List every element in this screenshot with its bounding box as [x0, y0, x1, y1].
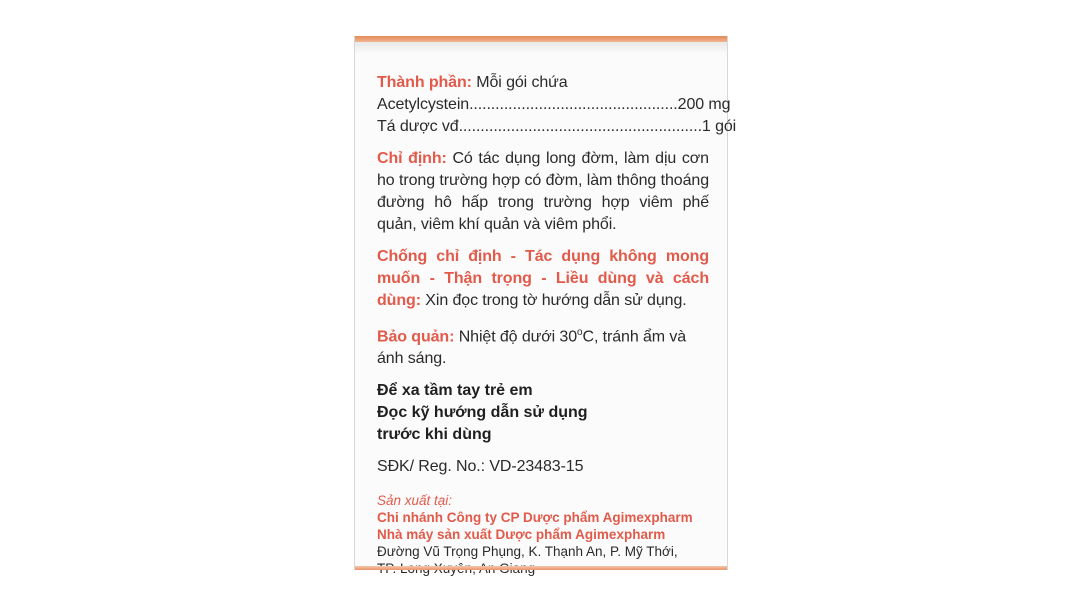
- storage-paragraph: [377, 322, 709, 370]
- ingredient-amount: 200 mg: [677, 96, 731, 113]
- indication-section: [377, 148, 709, 236]
- ingredient-dots: ................................................: [469, 96, 678, 113]
- warnings-section: [377, 380, 709, 446]
- warning-line: trước khi dùng: [377, 426, 492, 444]
- ingredient-row: [377, 94, 731, 116]
- contraindication-label: Chống chỉ định - Tác dụng không mong muốn - Thận trọng - Liều dùng và cách dùng:: [377, 248, 709, 309]
- registration-section: [377, 456, 709, 478]
- manufacturer-line-1: Chi nhánh Công ty CP Dược phẩm Agimexpharm: [377, 510, 693, 526]
- bottom-color-band: [355, 566, 727, 570]
- ingredient-dots: ........................................................: [458, 118, 702, 135]
- composition-section: [377, 72, 737, 138]
- warning-line: Để xa tầm tay trẻ em: [377, 382, 533, 400]
- contraindication-paragraph: [377, 246, 709, 312]
- ingredient-name: Acetylcystein: [377, 96, 470, 113]
- storage-text-after: C, tránh ẩm và ánh sáng.: [377, 328, 687, 368]
- manufacturer-label: Sản xuất tại:: [377, 493, 453, 509]
- contraindication-text: Xin đọc trong tờ hướng dẫn sử dụng.: [425, 292, 687, 309]
- ingredient-name: Tá dược vđ: [377, 118, 459, 135]
- storage-text-before: Nhiệt độ dưới 30: [458, 328, 578, 346]
- indication-label: Chỉ định:: [377, 150, 447, 167]
- manufacturer-section: [377, 492, 709, 577]
- storage-label: Bảo quản:: [377, 328, 455, 346]
- composition-label: Thành phần:: [377, 74, 472, 91]
- composition-heading: [377, 72, 709, 94]
- storage-section: [377, 322, 709, 370]
- label-content: [377, 72, 737, 577]
- manufacturer-line-2: Nhà máy sản xuất Dược phẩm Agimexpharm: [377, 527, 666, 543]
- manufacturer-address-1: Đường Vũ Trọng Phụng, K. Thạnh An, P. Mỹ Thới,: [377, 544, 678, 560]
- product-box-side: [354, 36, 737, 570]
- warning-line: Đọc kỹ hướng dẫn sử dụng: [377, 404, 588, 422]
- registration-number: SĐK/ Reg. No.: VD-23483-15: [377, 458, 584, 476]
- ingredient-row: [377, 116, 737, 138]
- top-shadow: [355, 42, 727, 54]
- composition-intro: Mỗi gói chứa: [476, 74, 568, 91]
- contraindication-section: [377, 246, 709, 312]
- ingredient-amount: 1 gói: [701, 118, 737, 135]
- indication-text: Có tác dụng long đờm, làm dịu cơn ho trong trường hợp có đờm, làm thông thoáng đường hô hấp trong trường hợp viêm phế quản, viêm khí quản và viêm phổi.: [377, 150, 709, 233]
- degree-mark: o: [577, 327, 583, 338]
- indication-paragraph: [377, 148, 709, 236]
